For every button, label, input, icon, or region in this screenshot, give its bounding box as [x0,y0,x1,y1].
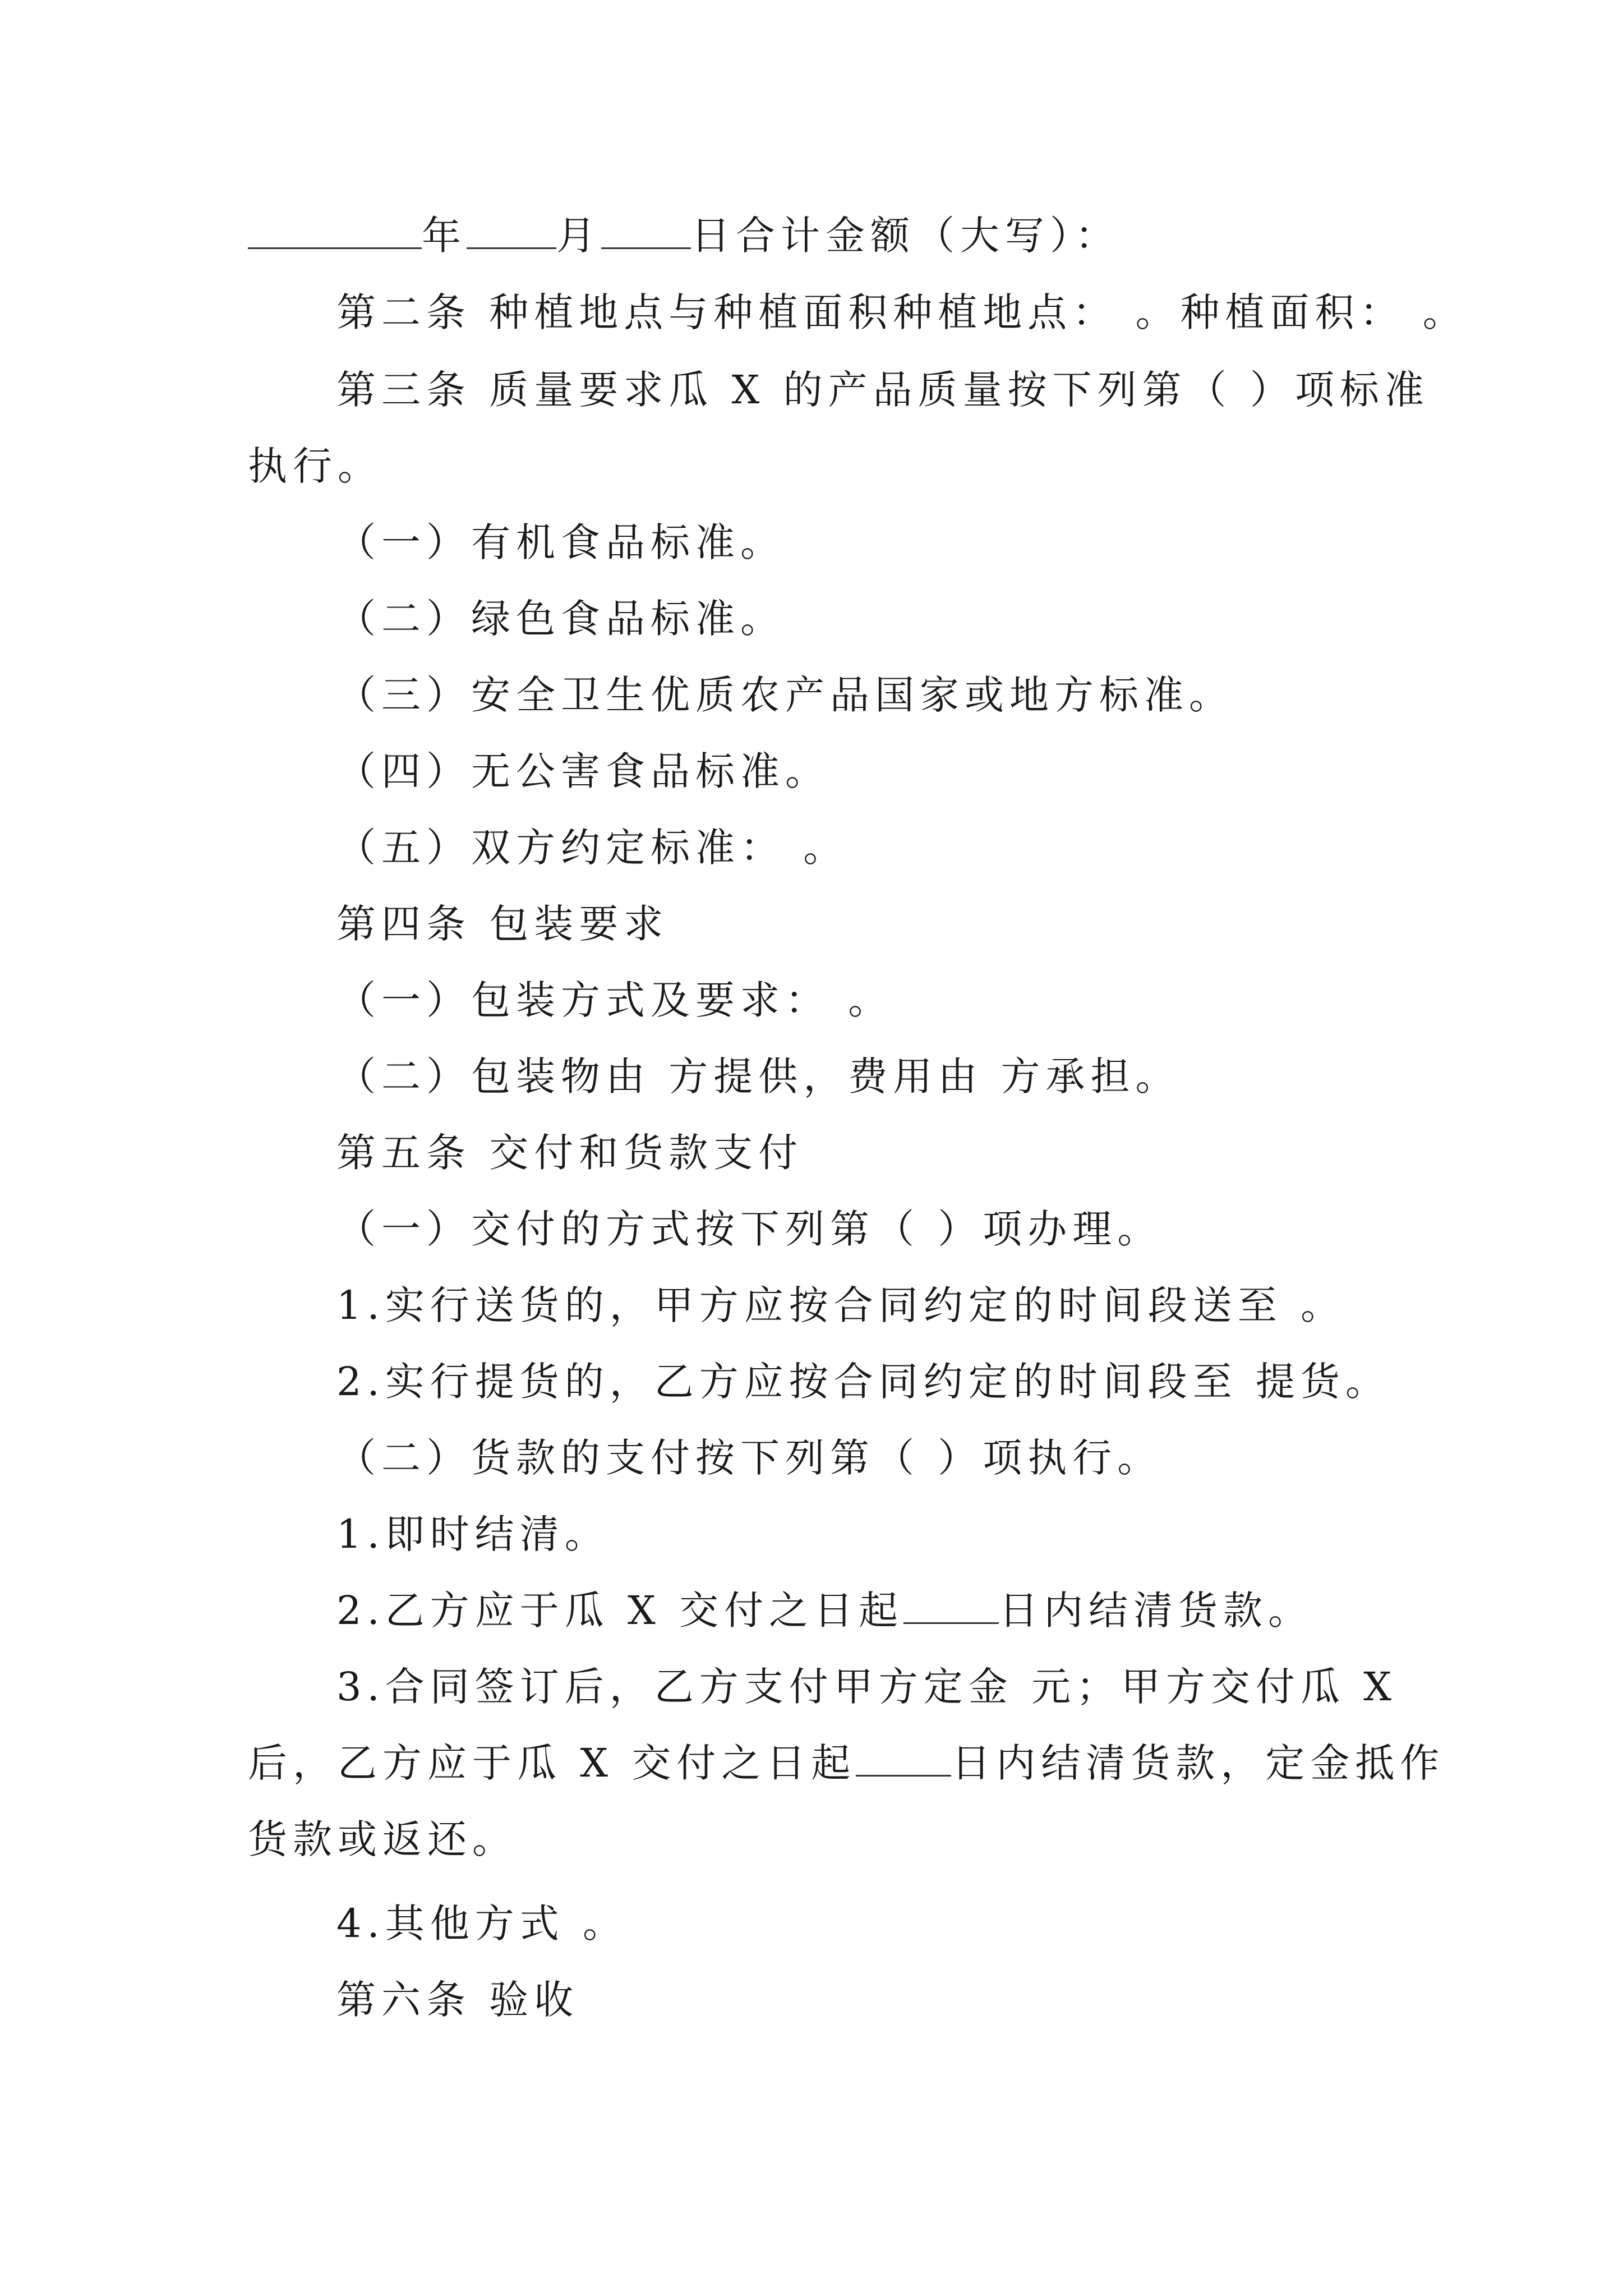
payment-method: （二）货款的支付按下列第（ ）项执行。 [336,1435,1163,1481]
payment-option-3-prefix: 后，乙方应于瓜 X 交付之日起 [248,1740,856,1786]
payment-option-3-line-1: 3.合同签订后，乙方支付甲方定金 元；甲方交付瓜 X [336,1664,1398,1710]
standard-5: （五）双方约定标准： 。 [336,825,849,871]
delivery-option-1: 1.实行送货的，甲方应按合同约定的时间段送至 。 [336,1282,1346,1328]
payment-option-4: 4.其他方式 。 [336,1901,628,1947]
article-3-line-2: 执行。 [248,443,382,489]
payment-option-1: 1.即时结清。 [336,1511,610,1557]
article-5-heading: 第五条 交付和货款支付 [336,1130,804,1176]
article-3-line-1: 第三条 质量要求瓜 X 的产品质量按下列第（ ）项标准 [336,367,1430,413]
packaging-1: （一）包装方式及要求： 。 [336,977,893,1023]
packaging-2: （二）包装物由 方提供，费用由 方承担。 [336,1053,1181,1099]
delivery-option-2: 2.实行提货的，乙方应按合同约定的时间段至 提货。 [336,1359,1391,1405]
standard-3: （三）安全卫生优质农产品国家或地方标准。 [336,672,1234,718]
date-amount-line [248,210,1398,261]
payment-option-2-suffix: 日内结清货款。 [999,1588,1313,1634]
day-amount-label: 日合计金额（大写）： [691,213,1120,259]
article-6-heading: 第六条 验收 [336,1977,579,2023]
standard-4: （四）无公害食品标准。 [336,748,830,794]
payment-option-2-prefix: 2.乙方应于瓜 X 交付之日起 [336,1588,904,1634]
standard-1: （一）有机食品标准。 [336,519,785,565]
month-blank[interactable] [467,214,556,249]
payment-option-3-line-3: 货款或返还。 [248,1816,517,1862]
year-label: 年 [422,213,467,259]
delivery-method: （一）交付的方式按下列第（ ）项办理。 [336,1206,1163,1252]
standard-2: （二）绿色食品标准。 [336,596,785,642]
day-blank[interactable] [601,214,691,249]
payment-option-3-suffix: 日内结清货款，定金抵作 [951,1740,1445,1786]
article-2: 第二条 种植地点与种植面积种植地点： 。种植面积： 。 [336,289,1468,335]
payment-option-3-line-2 [248,1738,1445,1788]
month-label: 月 [556,213,601,259]
year-blank[interactable] [248,214,422,249]
days-blank-1[interactable] [903,1589,999,1624]
article-4-heading: 第四条 包装要求 [336,901,669,947]
days-blank-2[interactable] [856,1741,951,1777]
payment-option-2 [336,1585,1402,1636]
